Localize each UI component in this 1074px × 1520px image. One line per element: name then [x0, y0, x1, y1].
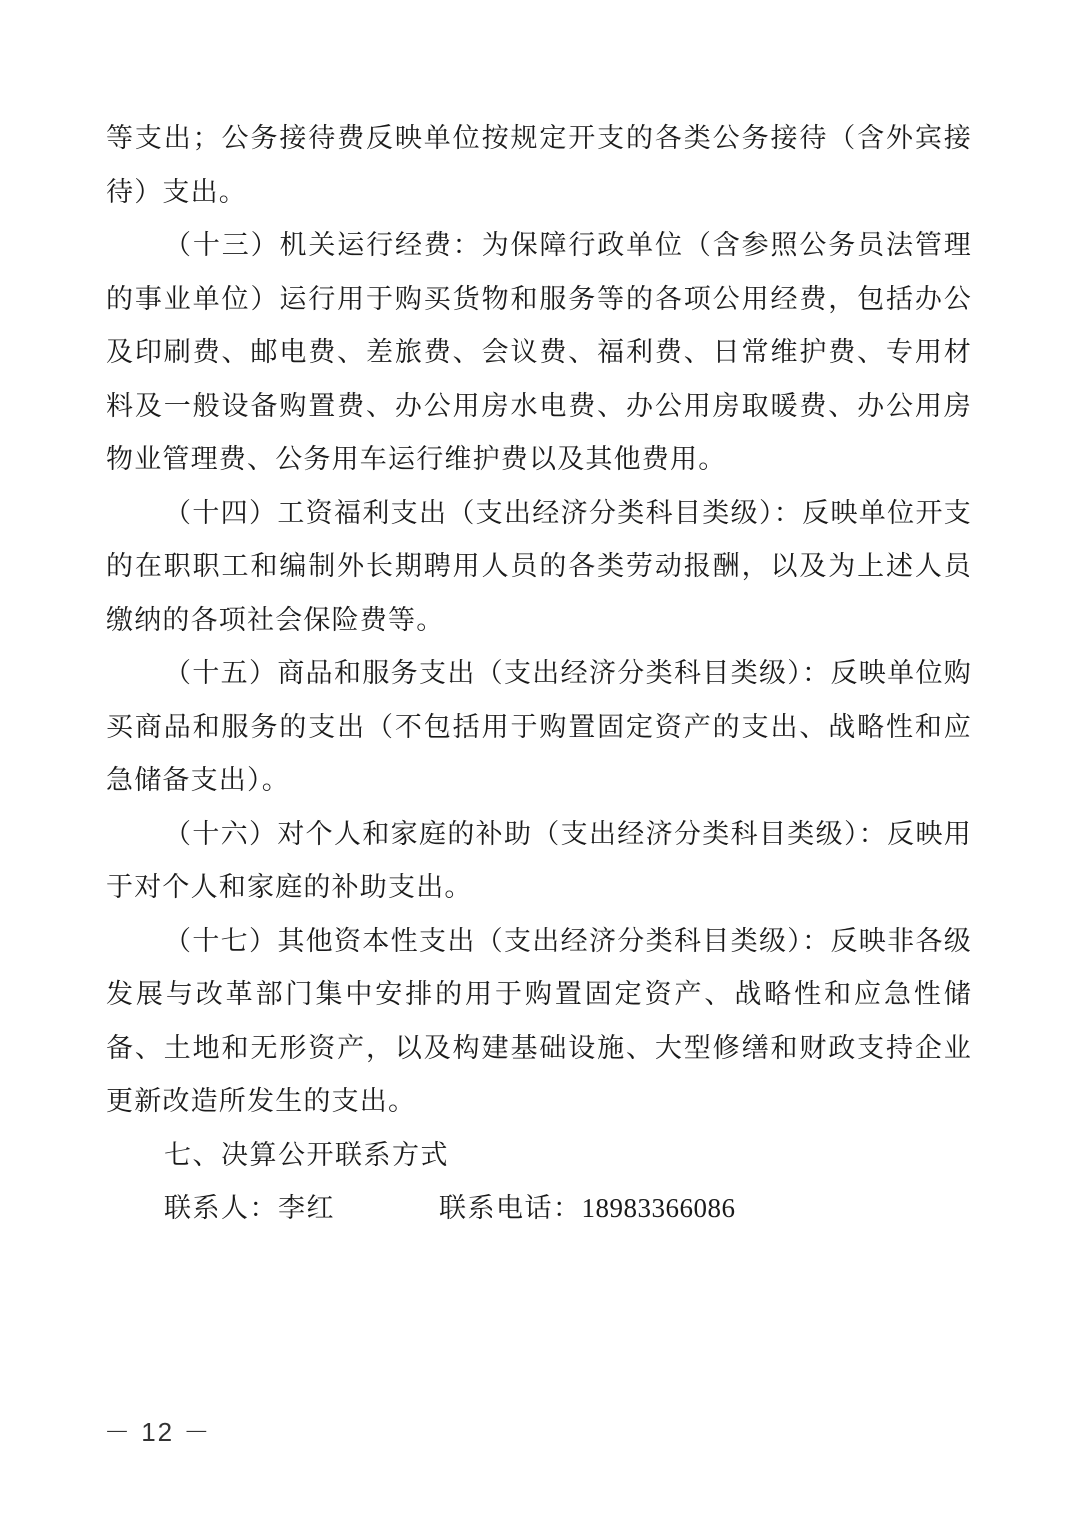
- contact-phone-number: 18983366086: [581, 1193, 736, 1223]
- section-heading-contact: 七、决算公开联系方式: [164, 1139, 449, 1171]
- paragraph-14-wages-welfare: （十四）工资福利支出（支出经济分类科目类级）：反映单位开支的在职职工和编制外长期聘用人员的各类劳动报酬，以及为上述人员缴纳的各项社会保险费等。: [106, 497, 972, 636]
- paragraph-continuation: 等支出；公务接待费反映单位按规定开支的各类公务接待（含外宾接待）支出。: [106, 123, 972, 208]
- paragraph-17-other-capital-expenditure: （十七）其他资本性支出（支出经济分类科目类级）：反映非各级发展与改革部门集中安排的用于购置固定资产、战略性和应急性储备、土地和无形资产，以及构建基础设施、大型修缮和财政支持企业更新改造所发生的支出。: [106, 925, 972, 1117]
- page-number: － 12 －: [104, 1417, 212, 1447]
- contact-line: [106, 1182, 972, 1236]
- paragraph-16-household-subsidies: （十六）对个人和家庭的补助（支出经济分类科目类级）：反映用于对个人和家庭的补助支出。: [106, 818, 972, 903]
- contact-person-label: 联系人：: [164, 1193, 278, 1224]
- contact-phone-label: 联系电话：: [439, 1193, 582, 1224]
- contact-person-name: 李红: [278, 1193, 335, 1224]
- document-body: [106, 112, 972, 1236]
- contact-phone-block: [439, 1182, 736, 1236]
- paragraph-15-goods-services: （十五）商品和服务支出（支出经济分类科目类级）：反映单位购买商品和服务的支出（不包括用于购置固定资产的支出、战略性和应急储备支出）。: [106, 658, 972, 796]
- paragraph-13-operating-expenses: （十三）机关运行经费：为保障行政单位（含参照公务员法管理的事业单位）运行用于购买货物和服务等的各项公用经费，包括办公及印刷费、邮电费、差旅费、会议费、福利费、日常维护费、专用材料及一般设备购置费、办公用房水电费、办公用房取暖费、办公用房物业管理费、公务用车运行维护费以及其他费用。: [106, 230, 972, 475]
